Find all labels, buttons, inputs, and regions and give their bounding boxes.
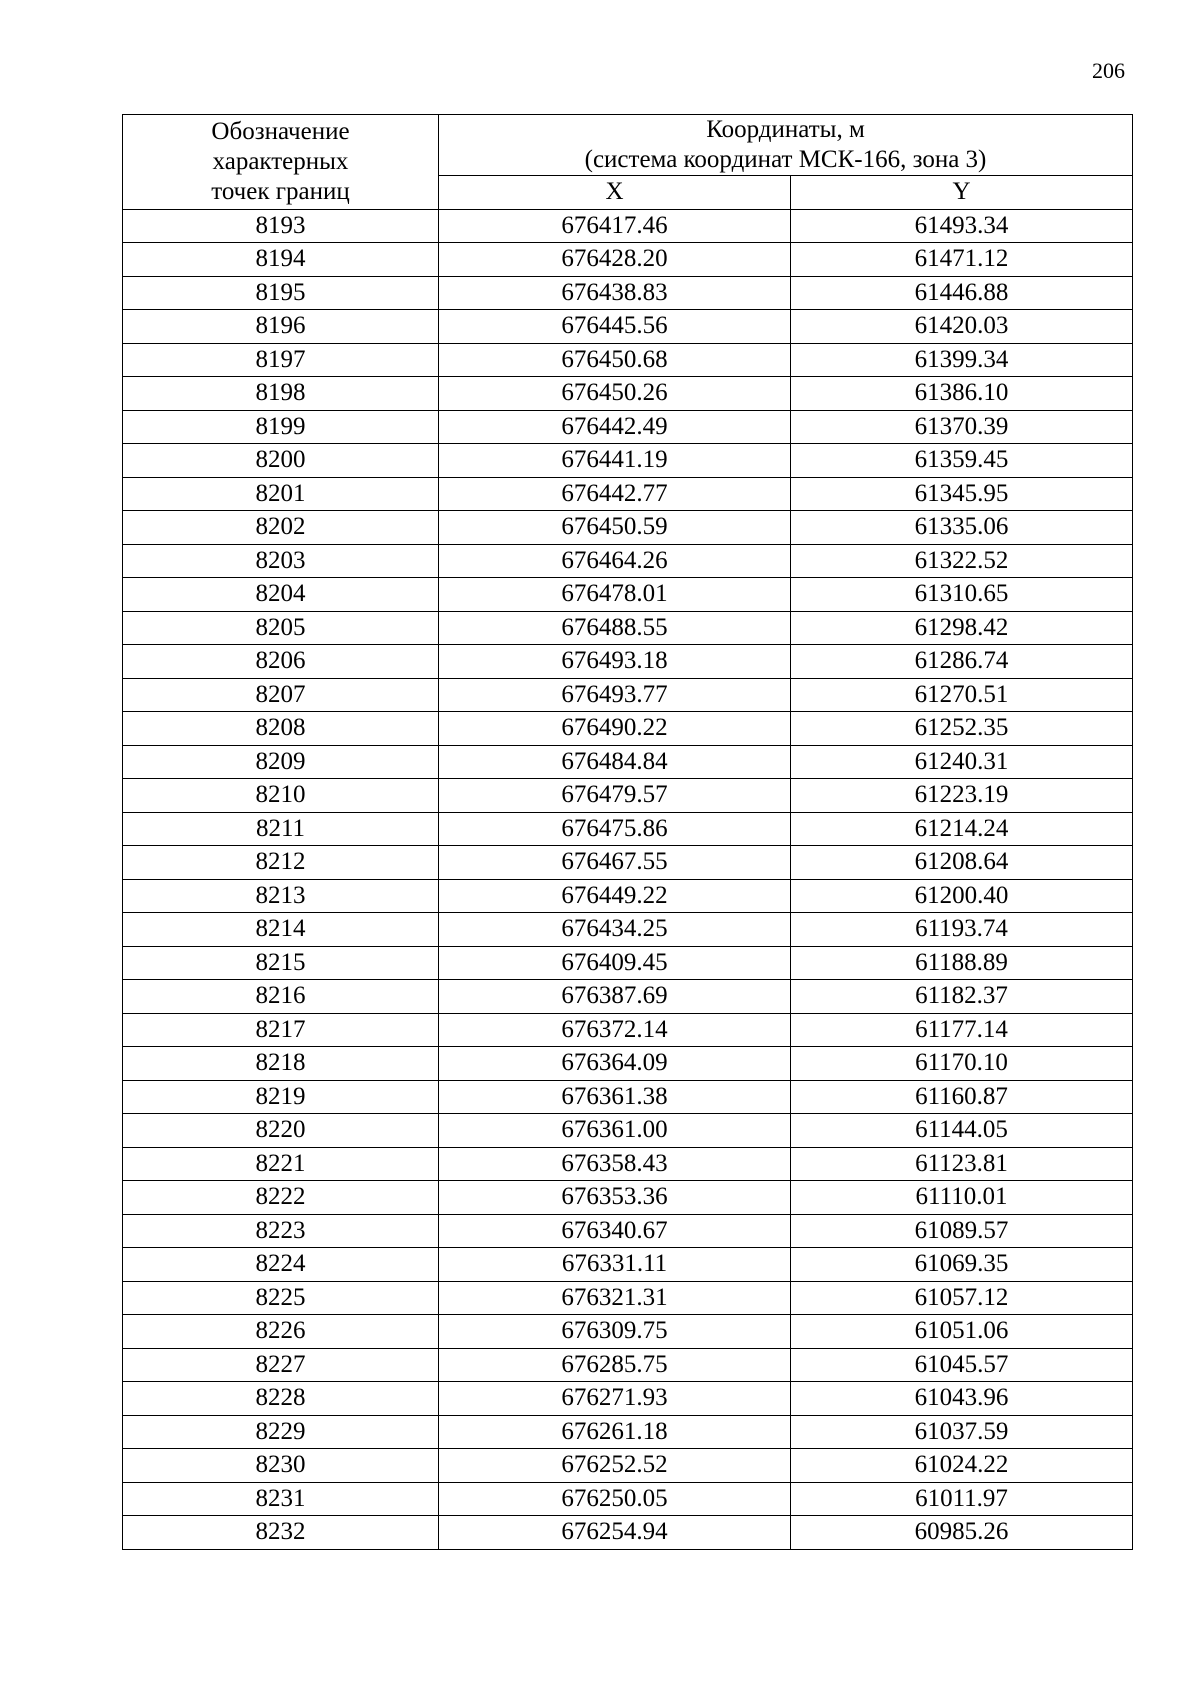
y-coordinate-cell: 61493.34 <box>791 209 1133 243</box>
point-id-cell: 8221 <box>123 1147 439 1181</box>
table-row <box>123 846 1133 880</box>
x-coordinate-cell: 676331.11 <box>439 1248 791 1282</box>
table-row <box>123 1516 1133 1550</box>
table-header <box>123 115 1133 210</box>
x-coordinate-cell: 676285.75 <box>439 1348 791 1382</box>
point-id-cell: 8220 <box>123 1114 439 1148</box>
point-id-cell: 8207 <box>123 678 439 712</box>
x-coordinate-cell: 676493.18 <box>439 645 791 679</box>
table-row <box>123 1449 1133 1483</box>
table-row <box>123 611 1133 645</box>
table-row <box>123 745 1133 779</box>
y-coordinate-cell: 61089.57 <box>791 1214 1133 1248</box>
point-id-cell: 8199 <box>123 410 439 444</box>
table-row <box>123 879 1133 913</box>
point-designation-header <box>123 115 439 210</box>
table-row <box>123 678 1133 712</box>
point-id-cell: 8223 <box>123 1214 439 1248</box>
point-id-cell: 8204 <box>123 578 439 612</box>
y-coordinate-cell: 61386.10 <box>791 377 1133 411</box>
y-coordinate-cell: 61223.19 <box>791 779 1133 813</box>
point-id-cell: 8222 <box>123 1181 439 1215</box>
point-id-cell: 8209 <box>123 745 439 779</box>
point-id-cell: 8210 <box>123 779 439 813</box>
table-row <box>123 1482 1133 1516</box>
y-coordinate-cell: 61182.37 <box>791 980 1133 1014</box>
x-coordinate-cell: 676450.68 <box>439 343 791 377</box>
point-header-line-2: характерных <box>212 147 349 175</box>
coords-header-line-1: Координаты, м <box>706 116 865 143</box>
table-row <box>123 946 1133 980</box>
y-coordinate-cell: 61160.87 <box>791 1080 1133 1114</box>
table-row <box>123 377 1133 411</box>
point-id-cell: 8198 <box>123 377 439 411</box>
table-row <box>123 511 1133 545</box>
point-id-cell: 8218 <box>123 1047 439 1081</box>
point-id-cell: 8212 <box>123 846 439 880</box>
point-id-cell: 8208 <box>123 712 439 746</box>
y-coordinate-cell: 61170.10 <box>791 1047 1133 1081</box>
point-id-cell: 8213 <box>123 879 439 913</box>
table-row <box>123 913 1133 947</box>
y-coordinate-cell: 61011.97 <box>791 1482 1133 1516</box>
point-id-cell: 8226 <box>123 1315 439 1349</box>
x-coordinate-cell: 676409.45 <box>439 946 791 980</box>
x-coordinate-cell: 676358.43 <box>439 1147 791 1181</box>
y-coordinate-cell: 61144.05 <box>791 1114 1133 1148</box>
point-id-cell: 8227 <box>123 1348 439 1382</box>
y-coordinate-cell: 61322.52 <box>791 544 1133 578</box>
y-coordinate-cell: 61208.64 <box>791 846 1133 880</box>
table-row <box>123 477 1133 511</box>
x-coordinate-cell: 676250.05 <box>439 1482 791 1516</box>
y-coordinate-cell: 61188.89 <box>791 946 1133 980</box>
table-row <box>123 310 1133 344</box>
table-row <box>123 1114 1133 1148</box>
y-coordinate-cell: 61399.34 <box>791 343 1133 377</box>
y-coordinate-cell: 61051.06 <box>791 1315 1133 1349</box>
y-coordinate-cell: 61045.57 <box>791 1348 1133 1382</box>
point-header-line-1: Обозначение <box>211 117 350 145</box>
x-coordinate-cell: 676340.67 <box>439 1214 791 1248</box>
x-coordinate-cell: 676441.19 <box>439 444 791 478</box>
table-row <box>123 444 1133 478</box>
y-coordinate-cell: 61270.51 <box>791 678 1133 712</box>
y-coordinate-cell: 61200.40 <box>791 879 1133 913</box>
table-row <box>123 1047 1133 1081</box>
x-coordinate-cell: 676467.55 <box>439 846 791 880</box>
x-coordinate-cell: 676442.77 <box>439 477 791 511</box>
point-id-cell: 8219 <box>123 1080 439 1114</box>
point-id-cell: 8216 <box>123 980 439 1014</box>
y-column-header: Y <box>791 176 1133 210</box>
point-id-cell: 8206 <box>123 645 439 679</box>
y-coordinate-cell: 61370.39 <box>791 410 1133 444</box>
table-row <box>123 1281 1133 1315</box>
y-coordinate-cell: 61298.42 <box>791 611 1133 645</box>
y-coordinate-cell: 61110.01 <box>791 1181 1133 1215</box>
point-id-cell: 8229 <box>123 1415 439 1449</box>
x-coordinate-cell: 676261.18 <box>439 1415 791 1449</box>
y-coordinate-cell: 61024.22 <box>791 1449 1133 1483</box>
table-row <box>123 544 1133 578</box>
coords-header-line-2: (система координат МСК-166, зона 3) <box>584 146 987 173</box>
table-row <box>123 980 1133 1014</box>
coordinates-table <box>122 114 1133 1550</box>
y-coordinate-cell: 61057.12 <box>791 1281 1133 1315</box>
point-id-cell: 8230 <box>123 1449 439 1483</box>
x-coordinate-cell: 676449.22 <box>439 879 791 913</box>
x-coordinate-cell: 676488.55 <box>439 611 791 645</box>
point-id-cell: 8193 <box>123 209 439 243</box>
y-coordinate-cell: 61069.35 <box>791 1248 1133 1282</box>
table-row <box>123 1214 1133 1248</box>
point-id-cell: 8202 <box>123 511 439 545</box>
x-coordinate-cell: 676254.94 <box>439 1516 791 1550</box>
x-coordinate-cell: 676353.36 <box>439 1181 791 1215</box>
x-coordinate-cell: 676361.38 <box>439 1080 791 1114</box>
y-coordinate-cell: 61345.95 <box>791 477 1133 511</box>
y-coordinate-cell: 60985.26 <box>791 1516 1133 1550</box>
y-coordinate-cell: 61335.06 <box>791 511 1133 545</box>
table-row <box>123 1181 1133 1215</box>
x-coordinate-cell: 676445.56 <box>439 310 791 344</box>
table-body <box>123 209 1133 1549</box>
x-coordinate-cell: 676361.00 <box>439 1114 791 1148</box>
y-coordinate-cell: 61240.31 <box>791 745 1133 779</box>
x-coordinate-cell: 676372.14 <box>439 1013 791 1047</box>
table-row <box>123 343 1133 377</box>
point-id-cell: 8197 <box>123 343 439 377</box>
x-coordinate-cell: 676387.69 <box>439 980 791 1014</box>
x-coordinate-cell: 676450.26 <box>439 377 791 411</box>
y-coordinate-cell: 61123.81 <box>791 1147 1133 1181</box>
y-coordinate-cell: 61286.74 <box>791 645 1133 679</box>
x-coordinate-cell: 676434.25 <box>439 913 791 947</box>
y-coordinate-cell: 61446.88 <box>791 276 1133 310</box>
x-coordinate-cell: 676364.09 <box>439 1047 791 1081</box>
table-row <box>123 243 1133 277</box>
table-row <box>123 410 1133 444</box>
x-coordinate-cell: 676490.22 <box>439 712 791 746</box>
point-id-cell: 8195 <box>123 276 439 310</box>
x-coordinate-cell: 676442.49 <box>439 410 791 444</box>
table-row <box>123 578 1133 612</box>
table-row <box>123 1382 1133 1416</box>
x-coordinate-cell: 676464.26 <box>439 544 791 578</box>
x-coordinate-cell: 676478.01 <box>439 578 791 612</box>
table-row <box>123 779 1133 813</box>
point-id-cell: 8214 <box>123 913 439 947</box>
x-coordinate-cell: 676484.84 <box>439 745 791 779</box>
point-id-cell: 8215 <box>123 946 439 980</box>
point-id-cell: 8196 <box>123 310 439 344</box>
y-coordinate-cell: 61310.65 <box>791 578 1133 612</box>
table-row <box>123 1013 1133 1047</box>
x-column-header: X <box>439 176 791 210</box>
y-coordinate-cell: 61359.45 <box>791 444 1133 478</box>
y-coordinate-cell: 61471.12 <box>791 243 1133 277</box>
x-coordinate-cell: 676438.83 <box>439 276 791 310</box>
page-number: 206 <box>1092 58 1125 83</box>
table-row <box>123 276 1133 310</box>
y-coordinate-cell: 61043.96 <box>791 1382 1133 1416</box>
table-row <box>123 1248 1133 1282</box>
y-coordinate-cell: 61037.59 <box>791 1415 1133 1449</box>
y-coordinate-cell: 61214.24 <box>791 812 1133 846</box>
point-id-cell: 8217 <box>123 1013 439 1047</box>
table-row <box>123 1080 1133 1114</box>
x-coordinate-cell: 676475.86 <box>439 812 791 846</box>
x-coordinate-cell: 676321.31 <box>439 1281 791 1315</box>
x-coordinate-cell: 676309.75 <box>439 1315 791 1349</box>
table-row <box>123 1415 1133 1449</box>
table-row <box>123 645 1133 679</box>
point-id-cell: 8224 <box>123 1248 439 1282</box>
point-id-cell: 8203 <box>123 544 439 578</box>
point-id-cell: 8201 <box>123 477 439 511</box>
point-id-cell: 8194 <box>123 243 439 277</box>
point-id-cell: 8211 <box>123 812 439 846</box>
x-coordinate-cell: 676252.52 <box>439 1449 791 1483</box>
y-coordinate-cell: 61420.03 <box>791 310 1133 344</box>
point-id-cell: 8225 <box>123 1281 439 1315</box>
point-id-cell: 8228 <box>123 1382 439 1416</box>
table-row <box>123 1348 1133 1382</box>
coordinates-header <box>439 115 1133 176</box>
x-coordinate-cell: 676428.20 <box>439 243 791 277</box>
x-coordinate-cell: 676271.93 <box>439 1382 791 1416</box>
y-coordinate-cell: 61193.74 <box>791 913 1133 947</box>
table-row <box>123 1147 1133 1181</box>
point-id-cell: 8231 <box>123 1482 439 1516</box>
table-row <box>123 712 1133 746</box>
x-coordinate-cell: 676493.77 <box>439 678 791 712</box>
y-coordinate-cell: 61252.35 <box>791 712 1133 746</box>
y-coordinate-cell: 61177.14 <box>791 1013 1133 1047</box>
point-id-cell: 8205 <box>123 611 439 645</box>
point-header-line-3: точек границ <box>211 177 350 205</box>
table-row <box>123 1315 1133 1349</box>
x-coordinate-cell: 676417.46 <box>439 209 791 243</box>
x-coordinate-cell: 676479.57 <box>439 779 791 813</box>
table-row <box>123 209 1133 243</box>
point-id-cell: 8200 <box>123 444 439 478</box>
table-row <box>123 812 1133 846</box>
x-coordinate-cell: 676450.59 <box>439 511 791 545</box>
point-id-cell: 8232 <box>123 1516 439 1550</box>
